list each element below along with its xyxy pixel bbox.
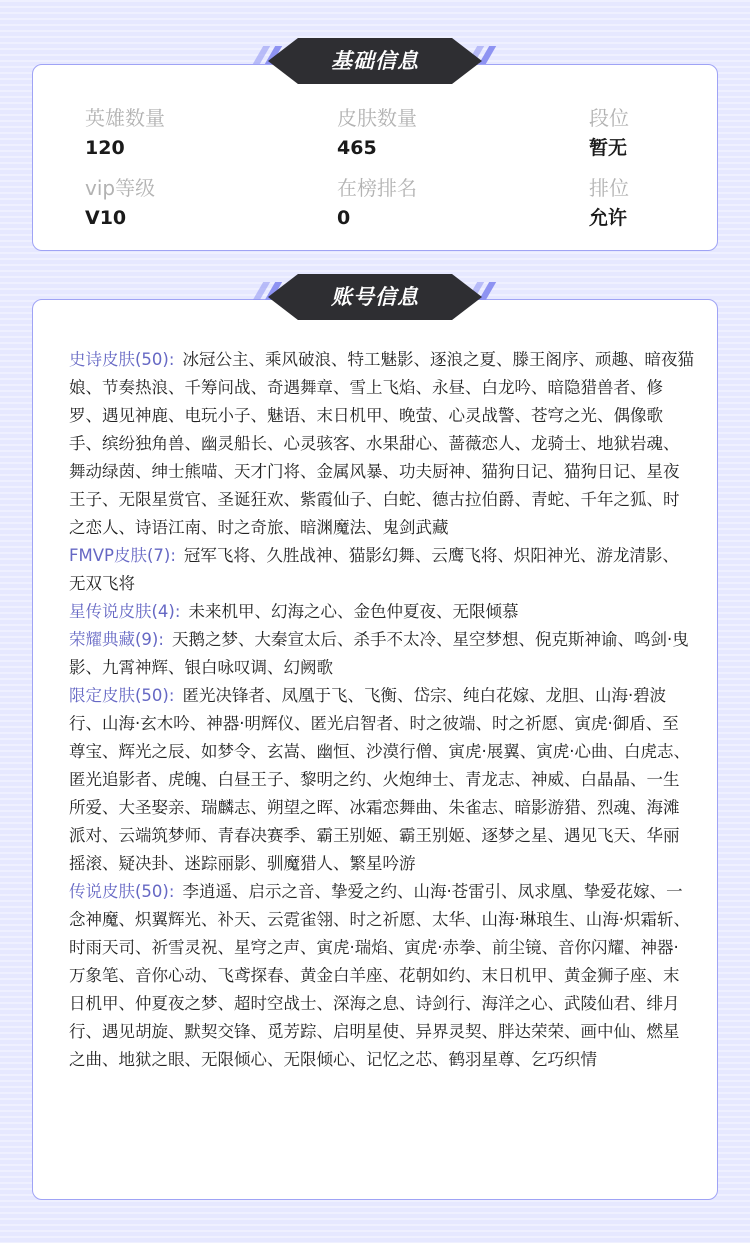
stat-label: 在榜排名 [337, 176, 417, 200]
skin-group-list [69, 346, 695, 1074]
section-title: 账号信息 [331, 285, 419, 309]
skin-group-items: 李逍遥、启示之音、挚爱之约、山海·苍雷引、凤求凰、挚爱花嫁、一念神魔、炽翼辉光、补天、云霓雀翎、时之祈愿、太华、山海·琳琅生、山海·炽霜斩、时雨天司、祈雪灵祝、星穹之声、寅虎·瑞焰、寅虎·赤拳、前尘镜、音你闪耀、神器·万象笔、音你心动、飞鸢探春、黄金白羊座、花朝如约、末日机甲、黄金狮子座、末日机甲、仲夏夜之梦、超时空战士、深海之息、诗剑行、海洋之心、武陵仙君、绯月行、遇见胡旋、默契交锋、觅芳踪、启明星使、异界灵契、胖达荣荣、画中仙、燃星之曲、地狱之眼、无限倾心、无限倾心、记忆之芯、鹤羽星尊、乞巧织情 [69, 882, 690, 1069]
skin-group-items: 冰冠公主、乘风破浪、特工魅影、逐浪之夏、滕王阁序、顽趣、暗夜猫娘、节奏热浪、千筹问战、奇遇舞章、雪上飞焰、永昼、白龙吟、暗隐猎兽者、修罗、遇见神鹿、电玩小子、魅语、末日机甲、晚萤、心灵战警、苍穹之光、偶像歌手、缤纷独角兽、幽灵船长、心灵骇客、水果甜心、蔷薇恋人、龙骑士、地狱岩魂、舞动绿茵、绅士熊喵、天才门将、金属风暴、功夫厨神、猫狗日记、猫狗日记、星夜王子、无限星赏官、圣诞狂欢、紫霞仙子、白蛇、德古拉伯爵、青蛇、千年之狐、时之恋人、诗语江南、时之奇旅、暗渊魔法、鬼剑武藏 [69, 350, 694, 537]
skin-group-label: 传说皮肤(50): [69, 882, 175, 901]
stat-hero-count [85, 104, 165, 162]
skin-group-label: FMVP皮肤(7): [69, 546, 176, 565]
stat-value: 0 [337, 207, 351, 229]
section-title: 基础信息 [331, 49, 419, 73]
skin-group-items: 天鹅之梦、大秦宣太后、杀手不太冷、星空梦想、倪克斯神谕、鸣剑·曳影、九霄神辉、银白咏叹调、幻阙歌 [69, 630, 689, 677]
stat-label: 排位 [589, 176, 629, 200]
stat-label: 皮肤数量 [337, 106, 417, 130]
stat-value: 暂无 [589, 137, 628, 159]
account-info-card [32, 299, 718, 1200]
skin-group-glory-collection [69, 626, 695, 682]
stat-label: vip等级 [85, 176, 156, 200]
stat-label: 英雄数量 [85, 106, 165, 130]
skin-group-items: 匿光决锋者、凤凰于飞、飞衡、岱宗、纯白花嫁、龙胆、山海·碧波行、山海·玄木吟、神器·明辉仪、匿光启智者、时之彼端、时之祈愿、寅虎·御盾、至尊宝、辉光之辰、如梦令、玄嵩、幽恒、沙漠行僧、寅虎·展翼、寅虎·心曲、白虎志、匿光追影者、虎魄、白昼王子、黎明之约、火炮绅士、青龙志、神威、白晶晶、一生所爱、大圣娶亲、瑞麟志、朔望之晖、冰霜恋舞曲、朱雀志、暗影游猎、烈魂、海滩派对、云端筑梦师、青春决赛季、霸王别姬、霸王别姬、逐梦之星、遇见飞天、华丽摇滚、疑决卦、迷踪丽影、驯魔猎人、繁星吟游 [69, 686, 690, 873]
skin-group-items: 未来机甲、幻海之心、金色仲夏夜、无限倾慕 [188, 602, 519, 621]
skin-group-legend [69, 878, 695, 1074]
skin-group-star-legend [69, 598, 695, 626]
skin-group-label: 星传说皮肤(4): [69, 602, 181, 621]
stat-rank-tier [589, 104, 629, 162]
skin-group-label: 荣耀典藏(9): [69, 630, 164, 649]
stat-value: 465 [337, 137, 377, 159]
account-info-title-badge [248, 274, 502, 322]
skin-group-epic [69, 346, 695, 542]
basic-info-title-badge [248, 38, 502, 86]
stat-ranked-allowed [589, 174, 629, 232]
stat-vip-level [85, 174, 155, 232]
stat-leaderboard-rank [337, 174, 417, 232]
basic-info-card [32, 64, 718, 251]
skin-group-label: 限定皮肤(50): [69, 686, 175, 705]
stat-skin-count [337, 104, 417, 162]
stat-value: 允许 [589, 207, 628, 229]
skin-group-items: 冠军飞将、久胜战神、猫影幻舞、云鹰飞将、炽阳神光、游龙清影、无双飞将 [69, 546, 679, 593]
stat-value: V10 [85, 207, 127, 229]
skin-group-label: 史诗皮肤(50): [69, 350, 175, 369]
stat-label: 段位 [589, 106, 629, 130]
skin-group-limited [69, 682, 695, 878]
stat-value: 120 [85, 137, 125, 159]
skin-group-fmvp [69, 542, 695, 598]
